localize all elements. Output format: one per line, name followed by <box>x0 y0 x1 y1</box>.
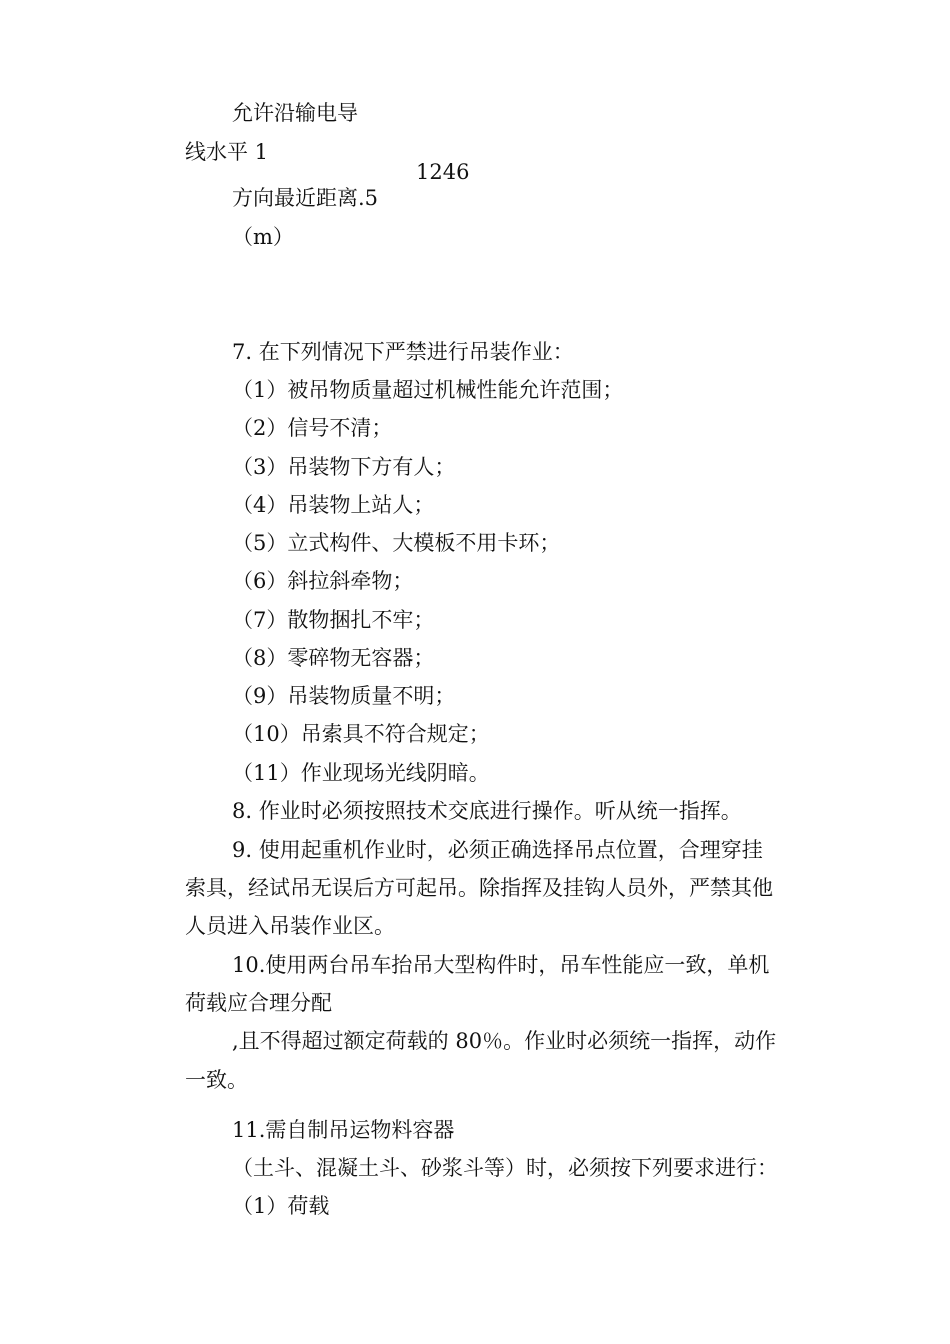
section-9-line-2: 索具，经试吊无误后方可起吊。除指挥及挂钩人员外，严禁其他 <box>185 876 773 900</box>
section-11-line-1: 11.需自制吊运物料容器 <box>232 1118 455 1142</box>
fragment-unit: （m） <box>232 225 294 249</box>
section-9-line-3: 人员进入吊装作业区。 <box>185 914 395 938</box>
section-11-line-3: （1）荷载 <box>232 1194 330 1218</box>
list-item: （1）被吊物质量超过机械性能允许范围； <box>232 378 624 402</box>
list-item: （9）吊装物质量不明； <box>232 684 456 708</box>
section-10-line-2: 荷载应合理分配 <box>185 991 332 1015</box>
section-10-line-3: ,且不得超过额定荷载的 80％。作业时必须统一指挥，动作 <box>232 1029 777 1053</box>
list-item: （2）信号不清； <box>232 416 393 440</box>
section-7-heading: 7. 在下列情况下严禁进行吊装作业： <box>232 340 574 364</box>
fragment-line-3: 方向最近距离.5 <box>232 186 379 210</box>
list-item: （6）斜拉斜牵物； <box>232 569 414 593</box>
fragment-value: 1246 <box>416 160 470 184</box>
list-item: （10）吊索具不符合规定； <box>232 722 490 746</box>
list-item: （11）作业现场光线阴暗。 <box>232 761 490 785</box>
list-item: （3）吊装物下方有人； <box>232 455 456 479</box>
section-11-line-2: （土斗、混凝土斗、砂浆斗等）时，必须按下列要求进行： <box>232 1156 778 1180</box>
section-8-text: 8. 作业时必须按照技术交底进行操作。听从统一指挥。 <box>232 799 742 823</box>
fragment-line-1: 允许沿输电导 <box>232 101 358 125</box>
fragment-line-2: 线水平 1 <box>185 140 269 164</box>
list-item: （7）散物捆扎不牢； <box>232 608 435 632</box>
list-item: （8）零碎物无容器； <box>232 646 435 670</box>
list-item: （4）吊装物上站人； <box>232 493 435 517</box>
list-item: （5）立式构件、大模板不用卡环； <box>232 531 561 555</box>
section-9-line-1: 9. 使用起重机作业时，必须正确选择吊点位置，合理穿挂 <box>232 838 763 862</box>
section-10-line-1: 10.使用两台吊车抬吊大型构件时，吊车性能应一致，单机 <box>232 953 770 977</box>
section-10-line-4: 一致。 <box>185 1068 248 1092</box>
